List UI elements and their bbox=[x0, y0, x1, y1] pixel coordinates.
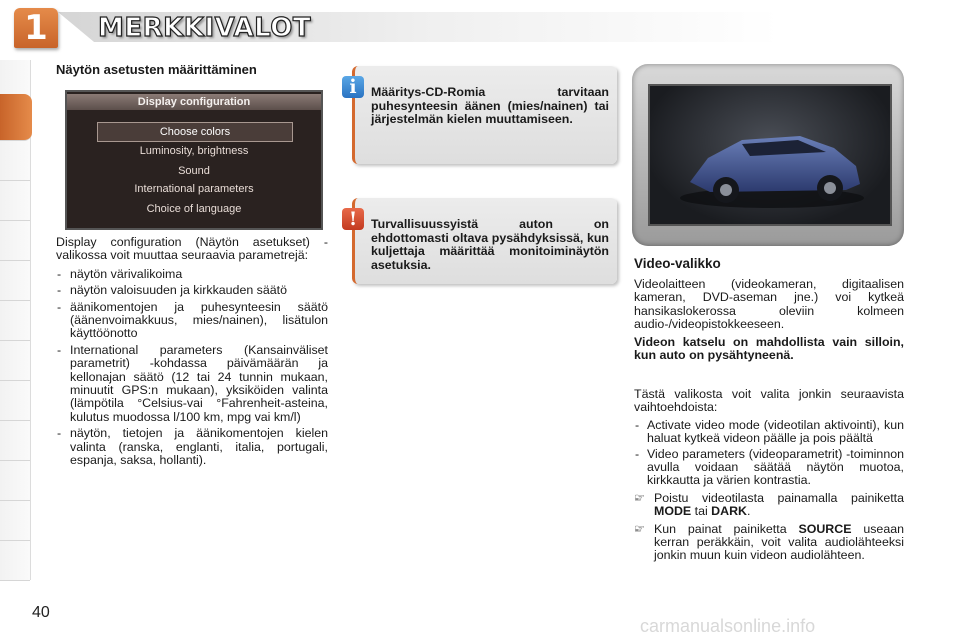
rail-tab bbox=[0, 142, 30, 181]
rail-tab bbox=[0, 342, 30, 381]
mode-button-label: MODE bbox=[654, 504, 692, 519]
page-number: 40 bbox=[32, 604, 50, 621]
screen-menu-item: International parameters bbox=[134, 183, 254, 195]
chapter-number-tab: 1 bbox=[14, 8, 58, 48]
pointing-hand-icon: - ☞ bbox=[634, 521, 646, 536]
warning-note-text: Turvallisuussyistä auton on ehdottomasti oltava pysähdyksissä, kun kuljettaja määrittää monitoiminäytön asetuksia. bbox=[371, 217, 609, 272]
list-item: - näytön, tietojen ja äänikomentojen kielen valinta (ranska, englanti, italia, portugali, espanja, saksa, hollanti). bbox=[56, 427, 328, 467]
info-icon: i bbox=[342, 76, 364, 98]
settings-list bbox=[56, 268, 328, 468]
display-config-description bbox=[56, 236, 328, 471]
list-item: - äänikomentojen ja puhesynteesin säätö (äänenvoimakkuus, mies/nainen), lisätulon käyttöönotto bbox=[56, 301, 328, 341]
section-title: Näytön asetusten määrittäminen bbox=[56, 62, 257, 77]
list-item: - Video parameters (videoparametrit) -toiminnon avulla voidaan säätää näytön muotoa, kirkkautta ja värien kontrastia. bbox=[634, 448, 904, 488]
screen-menu-header: Display configuration bbox=[67, 94, 321, 110]
options-list bbox=[634, 419, 904, 488]
tip-text: . bbox=[746, 504, 751, 519]
rail-tab bbox=[0, 462, 30, 501]
screen-menu-item: Choice of language bbox=[146, 203, 242, 215]
intro-paragraph: Videolaitteen (videokameran, digitaalisen kameran, DVD-aseman jne.) voi kytkeä hansikaslokerossa oleviin kolmeen audio-/videopistokkeeseen. bbox=[634, 277, 904, 332]
dark-button-label: DARK bbox=[711, 504, 747, 519]
warning-icon: ! bbox=[342, 208, 364, 230]
list-item: - International parameters (Kansainväliset parametrit) -kohdassa päivämäärän ja kellonajan säätö (12 tai 24 tunnin mukaan, minuutit GPS:n mukaan), yksiköiden valinta (lämpötila °Celsius-vai °Fahrenheit-asteina, kulutus muodossa l/100 km, mpg vai km/l) bbox=[56, 344, 328, 424]
source-button-label: SOURCE bbox=[798, 521, 852, 536]
safety-note: Videon katselu on mahdollista vain silloin, kun auto on pysähtyneenä. bbox=[634, 334, 904, 363]
tip-text: Poistu videotilasta painamalla painiketta bbox=[654, 490, 904, 505]
rail-tab bbox=[0, 382, 30, 421]
screen-menu-item: Luminosity, brightness bbox=[139, 145, 249, 157]
chapter-rail bbox=[0, 60, 31, 580]
rail-tab bbox=[0, 302, 30, 341]
screen-menu-item: Choose colors bbox=[97, 122, 293, 142]
car-image-icon bbox=[650, 86, 890, 224]
rail-tab-active bbox=[0, 94, 32, 141]
rail-tab bbox=[0, 542, 30, 581]
tip-text: Kun painat painiketta bbox=[654, 521, 799, 536]
warning-note-box bbox=[352, 198, 617, 284]
list-item: - näytön valoisuuden ja kirkkauden säätö bbox=[56, 284, 328, 297]
watermark: carmanualsonline.info bbox=[640, 616, 816, 636]
chapter-title: MERKKIVALOT bbox=[98, 13, 312, 43]
tips-list bbox=[634, 492, 904, 563]
rail-tab bbox=[0, 422, 30, 461]
page-header bbox=[0, 0, 960, 50]
info-note-text: Määritys-CD-Romia tarvitaan puhesynteesin äänen (mies/nainen) tai järjestelmän kielen muuttamiseen. bbox=[371, 85, 609, 126]
info-note-box bbox=[352, 66, 617, 164]
multifunction-display-photo bbox=[632, 64, 904, 246]
rail-tab bbox=[0, 262, 30, 301]
list-item: - Activate video mode (videotilan aktivointi), kun haluat kytkeä videon päälle ja pois päältä bbox=[634, 419, 904, 446]
tip-text: tai bbox=[691, 504, 712, 519]
rail-tab bbox=[0, 222, 30, 261]
screen-menu-item: Sound bbox=[178, 165, 210, 177]
tip-item bbox=[634, 492, 904, 519]
pointing-hand-icon: - ☞ bbox=[634, 490, 646, 505]
tip-text: useaan kerran peräkkäin, voit valita audiolähteeksi jonkin muun kuin videon audiolähteen. bbox=[654, 521, 904, 563]
tip-item bbox=[634, 523, 904, 563]
list-item: - näytön värivalikoima bbox=[56, 268, 328, 281]
video-menu-title: Video-valikko bbox=[634, 256, 721, 271]
video-menu-intro bbox=[634, 278, 904, 366]
options-intro: Tästä valikosta voit valita jonkin seuraavista vaihtoehdoista: bbox=[634, 387, 904, 415]
rail-tab bbox=[0, 502, 30, 541]
video-options bbox=[634, 388, 904, 567]
rail-tab bbox=[0, 182, 30, 221]
display-screen bbox=[648, 84, 892, 226]
intro-paragraph: Display configuration (Näytön asetukset) -valikossa voit muuttaa seuraavia parametrejä: bbox=[56, 235, 328, 263]
display-configuration-screenshot bbox=[65, 90, 323, 230]
